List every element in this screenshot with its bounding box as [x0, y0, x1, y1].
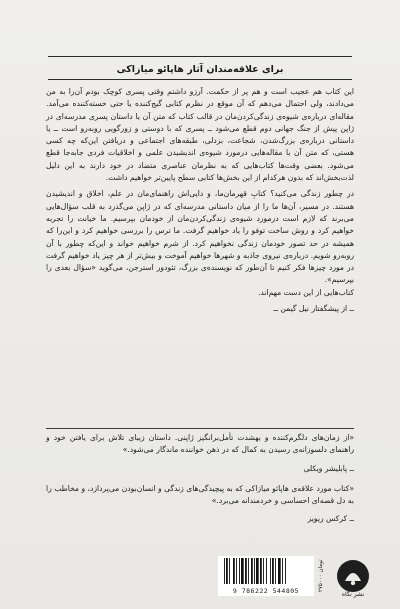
page-title: برای علاقه‌مندان آثار هاپائو میازاکی: [116, 64, 284, 75]
barcode-icon: [222, 558, 310, 586]
quote-source: ــ کرکس ریویز: [307, 514, 354, 524]
paragraph: این کتاب هم عجیب است و هم پر از حکمت. آرزو داشتم وقتی پسری کوچک بودم آن‌را به من می‌دادند، ولی احتمال می‌دهم که آن موقع در نظرم کتابی گیج‌کننده یا حتی خسته‌کننده می‌آمد. مقاله‌ای درباره‌ی شیوه‌ی زندگی‌کردن‌مان در قالب کتاب که متن آن یا داستان پسری مدرسه‌ای در ژاپن پیش از جنگ جهانی دوم قطع می‌شود ــ پسری که با دوستی و زورگویی روبه‌رو است ــ یا داستانی درباره‌ی بزرگ‌شدن، شجاعت، بزدلی، طبقه‌های اجتماعی و دریافتن این‌که چه کسی هستی، که متن آن با مقاله‌هایی درمورد شیوه‌ی اندیشیدن علمی و اخلاقیات فردی جابه‌جا قطع می‌شود. بعضی وقت‌ها کتاب‌هایی که به نظرمان عناصری متضاد در خود دارند به این دلیل لذت‌بخش‌اند که بدون هرکدام از این بخش‌ها کتابی سطح پایین‌تر خواهیم داشت.: [46, 87, 354, 183]
barcode: [218, 556, 314, 596]
paragraph: کتاب‌هایی از این دست مهم‌اند.: [257, 287, 354, 297]
publisher-logo-icon: [336, 559, 370, 593]
title-underline: [48, 79, 352, 80]
section-divider: [46, 428, 354, 429]
quote-text: «از زمان‌های دلگرم‌کننده و بهشدت تأمل‌برانگیز ژاپنی. داستان زیبای تلاش برای یافتن خود و راهنمای دلسوزانه‌ی رسیدن به کمال که در ذهن خواننده ماندگار می‌شود.»: [46, 433, 354, 455]
quotes-section: [46, 432, 354, 534]
publisher-name: نشر نگاه: [341, 591, 365, 598]
quote-text: «کتاب مورد علاقه‌ی هاپائو میازاکی که به پیچیدگی‌های زندگی و انسان‌بودن می‌پردازد، و مخاطب را به دل قصه‌ای احساسی و خردمندانه می‌برد.»: [46, 483, 354, 506]
quote-source: ــ پابلیشر ویکلی: [303, 463, 354, 473]
main-text: [46, 86, 354, 315]
barcode-number: 9 786222 544805: [232, 587, 300, 595]
price-label: ۲۷۵۰۰۰ تومان: [318, 559, 324, 593]
paragraph: در چطور زندگی می‌کنید؟ کتابِ قهرمان‌ما، و دایی‌اش راهنمای‌مان در علم، اخلاق و اندیشیدن هستند. در مسیر، آن‌ها ما را از میان داستانی مدرسه‌ای که در ژاپن می‌گذرد به قلب سؤال‌هایی می‌برند که لازم است درمورد شیوه‌ی زندگی‌کردن‌مان از خودمان بپرسیم. ما خیانت را تجربه خواهیم کرد و روش ساخت توفو را یاد خواهیم گرفت. ما ترس را بررسی خواهیم کرد و این‌را که همیشه در حد تصور خودمان زندگی نخواهیم کرد. از شرم خواهیم خواند و این‌که چطور با آن روبه‌رو شویم. درباره‌ی نیروی جاذبه و شهرها خواهیم آموخت و بیش‌تر از هر چیز یاد خواهیم گرفت در مورد چیزها فکر کنیم تا آن‌طور که نویسنده‌ی بزرگ، تئودور استرجن، می‌گوید «سؤال بعدی را بپرسیم».: [46, 189, 354, 285]
attribution: ــ از پیشگفتار نیل گیمن ــ: [273, 304, 354, 314]
top-rule: [48, 56, 352, 57]
